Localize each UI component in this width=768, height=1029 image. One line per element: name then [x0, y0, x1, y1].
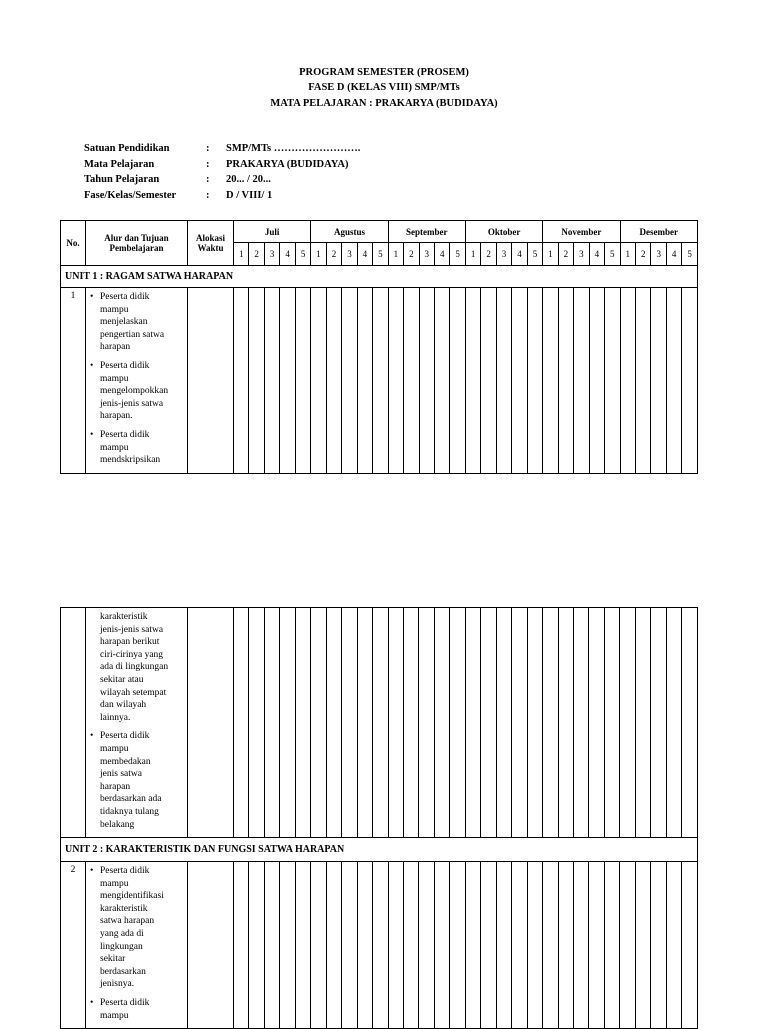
week-cell: [311, 608, 326, 838]
doc-title-line2: FASE D (KELAS VIII) SMP/MTs: [308, 82, 460, 93]
goal-line: sekitar atau: [100, 674, 144, 685]
doc-title-line3: MATA PELAJARAN : PRAKARYA (BUDIDAYA): [270, 98, 498, 109]
week-header: 4: [589, 243, 604, 266]
goal-item: [90, 291, 185, 354]
week-cell: [666, 862, 681, 1029]
col-header-no: No.: [61, 221, 86, 266]
week-cell: [543, 862, 558, 1029]
week-cell: [234, 608, 249, 838]
week-cell: [620, 862, 635, 1029]
row-number: 1: [61, 288, 86, 474]
week-cell: [450, 288, 465, 474]
col-header-atp: [86, 221, 188, 266]
week-cell: [357, 288, 372, 474]
week-header: 4: [512, 243, 527, 266]
week-header: 3: [496, 243, 511, 266]
week-cell: [651, 608, 666, 838]
week-cell: [496, 608, 511, 838]
week-cell: [326, 862, 341, 1029]
goal-line: berdasarkan ada: [100, 794, 162, 805]
goal-line: jenis satwa: [100, 769, 142, 780]
week-cell: [589, 608, 604, 838]
week-cell: [589, 288, 604, 474]
week-cell: [620, 608, 635, 838]
goal-line: sekitar: [100, 954, 126, 965]
info-value: 20... / 20...: [226, 174, 271, 185]
goal-line: karakteristik: [100, 612, 148, 622]
week-header: 1: [234, 243, 249, 266]
week-cell: [573, 608, 588, 838]
week-cell: [295, 862, 310, 1029]
goal-line: menjelaskan: [100, 317, 148, 328]
goal-line: mengidentifikasi: [100, 891, 164, 902]
goal-line: harapan: [100, 781, 131, 792]
row-number: [61, 608, 86, 838]
info-sep: :: [206, 190, 210, 201]
info-value: D / VIII/ 1: [226, 190, 273, 201]
week-cell: [589, 862, 604, 1029]
week-cell: [342, 288, 357, 474]
goal-line: mampu: [100, 373, 129, 384]
week-cell: [465, 608, 480, 838]
week-cell: [450, 862, 465, 1029]
week-cell: [388, 608, 403, 838]
goal-item-continued: [90, 611, 185, 724]
goal-line: • Peserta didik: [100, 866, 150, 877]
goal-line: mengelompokkan: [100, 386, 169, 397]
week-header: 4: [357, 243, 372, 266]
program-table-page2: [60, 607, 698, 1029]
col-header-atp-l1: Alur dan Tujuan: [104, 233, 169, 243]
goal-line: • Peserta didik: [100, 360, 150, 371]
goal-line: tidaknya tulang: [100, 806, 159, 817]
month-header: Oktober: [465, 221, 542, 243]
week-cell: [604, 862, 619, 1029]
goal-line: yang ada di: [100, 929, 144, 940]
week-cell: [543, 288, 558, 474]
goal-line: • Peserta didik: [100, 998, 150, 1009]
week-cell: [404, 288, 419, 474]
week-header: 5: [682, 243, 697, 266]
month-header: Juli: [234, 221, 311, 243]
info-sep: :: [206, 159, 210, 170]
goal-line: berdasarkan: [100, 966, 146, 977]
week-header: 5: [527, 243, 543, 266]
goal-line: satwa harapan: [100, 916, 155, 927]
week-cell: [419, 288, 434, 474]
week-header: 3: [264, 243, 279, 266]
goal-line: wilayah setempat: [100, 687, 167, 698]
week-cell: [264, 288, 279, 474]
week-cell: [512, 608, 527, 838]
week-cell: [311, 288, 326, 474]
week-header: 1: [311, 243, 326, 266]
week-header: 5: [605, 243, 621, 266]
week-cell: [496, 288, 511, 474]
week-cell: [326, 288, 341, 474]
learning-goals-cell: [86, 288, 188, 474]
week-cell: [558, 608, 573, 838]
week-cell: [264, 862, 279, 1029]
goal-item: [90, 730, 185, 831]
goal-line: mampu: [100, 878, 129, 889]
week-header: 2: [326, 243, 341, 266]
info-sep: :: [206, 143, 210, 154]
week-cell: [249, 608, 264, 838]
col-header-atp-l2: Pembelajaran: [109, 243, 164, 253]
learning-goals-cell: [86, 862, 188, 1029]
week-cell: [403, 608, 418, 838]
goal-line: harapan berikut: [100, 637, 160, 648]
week-header: 3: [419, 243, 434, 266]
unit-title: UNIT 2 : KARAKTERISTIK DAN FUNGSI SATWA HARAPAN: [61, 838, 698, 862]
week-cell: [419, 608, 434, 838]
week-cell: [620, 288, 635, 474]
week-header: 5: [373, 243, 389, 266]
week-cell: [636, 288, 651, 474]
week-header: 4: [666, 243, 681, 266]
week-header: 1: [388, 243, 403, 266]
week-cell: [342, 608, 357, 838]
week-header: 4: [280, 243, 295, 266]
week-cell: [481, 288, 496, 474]
goal-line: ada di lingkungan: [100, 662, 169, 673]
week-cell: [388, 288, 403, 474]
week-cell: [295, 288, 311, 474]
week-header: 5: [450, 243, 465, 266]
info-value: SMP/MTs …………………….: [226, 143, 361, 154]
week-cell: [264, 608, 279, 838]
week-cell: [574, 288, 589, 474]
week-cell: [682, 288, 697, 474]
week-cell: [465, 288, 480, 474]
week-header: 5: [295, 243, 311, 266]
week-cell: [635, 608, 650, 838]
learning-goals-cell: [86, 608, 188, 838]
week-header: 4: [435, 243, 450, 266]
goal-line: mampu: [100, 743, 129, 754]
goal-item: [90, 997, 185, 1022]
week-header: 2: [249, 243, 264, 266]
week-cell: [388, 862, 403, 1029]
goal-line: harapan: [100, 342, 131, 353]
goal-line: jenis-jenis satwa: [100, 398, 164, 409]
goal-line: pengertian satwa: [100, 329, 165, 340]
week-cell: [403, 862, 418, 1029]
week-header: 3: [574, 243, 589, 266]
week-cell: [605, 288, 621, 474]
week-cell: [465, 862, 480, 1029]
week-header: 2: [558, 243, 573, 266]
goal-line: ciri-cirinya yang: [100, 649, 164, 660]
info-sep: :: [206, 174, 210, 185]
week-cell: [527, 862, 542, 1029]
goal-line: jenis-jenis satwa: [100, 624, 164, 635]
week-cell: [434, 608, 449, 838]
month-header: September: [388, 221, 465, 243]
month-header: Agustus: [311, 221, 388, 243]
week-cell: [558, 288, 573, 474]
goal-line: mampu: [100, 1010, 129, 1021]
week-cell: [651, 288, 666, 474]
program-table-page1: [60, 220, 698, 474]
week-cell: [326, 608, 341, 838]
week-cell: [357, 608, 372, 838]
goal-item: [90, 429, 185, 467]
goal-line: mampu: [100, 304, 129, 315]
week-cell: [280, 608, 295, 838]
week-cell: [234, 862, 249, 1029]
week-cell: [295, 608, 310, 838]
table-row: [61, 608, 698, 838]
row-number: 2: [61, 862, 86, 1029]
table-row: [61, 288, 698, 474]
week-header: 1: [465, 243, 480, 266]
week-cell: [450, 608, 465, 838]
col-header-alokasi-l2: Waktu: [197, 243, 224, 253]
unit-title: UNIT 1 : RAGAM SATWA HARAPAN: [61, 266, 698, 288]
goal-line: membedakan: [100, 756, 151, 767]
goal-item: [90, 360, 185, 423]
week-cell: [311, 862, 326, 1029]
goal-line: lainnya.: [100, 712, 131, 723]
goal-line: dan wilayah: [100, 700, 147, 711]
week-header: 2: [404, 243, 419, 266]
col-header-alokasi-l1: Alokasi: [195, 233, 225, 243]
week-cell: [543, 608, 558, 838]
table-row: [61, 862, 698, 1029]
identity-block: [84, 143, 484, 207]
info-label: Tahun Pelajaran: [84, 174, 160, 185]
week-cell: [249, 862, 264, 1029]
week-cell: [373, 288, 389, 474]
goal-line: lingkungan: [100, 941, 143, 952]
week-cell: [434, 862, 449, 1029]
week-cell: [280, 862, 295, 1029]
week-cell: [573, 862, 588, 1029]
week-cell: [249, 288, 264, 474]
week-cell: [373, 862, 388, 1029]
week-header: 3: [342, 243, 357, 266]
goal-list: [86, 608, 187, 831]
alokasi-cell: [188, 862, 234, 1029]
goal-line: • Peserta didik: [100, 731, 150, 742]
goal-line: harapan.: [100, 411, 133, 422]
week-cell: [357, 862, 372, 1029]
week-header: 2: [636, 243, 651, 266]
doc-title-line1: PROGRAM SEMESTER (PROSEM): [299, 67, 469, 78]
week-cell: [651, 862, 666, 1029]
info-label: Fase/Kelas/Semester: [84, 190, 177, 201]
week-header: 3: [651, 243, 666, 266]
week-cell: [234, 288, 249, 474]
week-cell: [512, 288, 527, 474]
week-cell: [419, 862, 434, 1029]
week-cell: [373, 608, 388, 838]
col-header-alokasi: [188, 221, 234, 266]
week-header: 1: [543, 243, 558, 266]
week-cell: [604, 608, 619, 838]
info-label: Mata Pelajaran: [84, 159, 155, 170]
week-header: 1: [620, 243, 635, 266]
goal-line: mampu: [100, 442, 129, 453]
week-cell: [280, 288, 295, 474]
week-cell: [496, 862, 511, 1029]
week-cell: [682, 608, 697, 838]
week-header: 2: [481, 243, 496, 266]
goal-line: jenisnya.: [100, 979, 135, 990]
goal-item: [90, 865, 185, 991]
goal-list: [86, 862, 187, 1022]
week-cell: [481, 862, 496, 1029]
week-cell: [435, 288, 450, 474]
goal-line: karakteristik: [100, 903, 148, 914]
info-label: Satuan Pendidikan: [84, 143, 170, 154]
month-header: November: [543, 221, 620, 243]
week-cell: [342, 862, 357, 1029]
goal-line: mendskripsikan: [100, 455, 161, 466]
week-cell: [666, 288, 681, 474]
month-header: Desember: [620, 221, 697, 243]
week-cell: [481, 608, 496, 838]
alokasi-cell: [188, 608, 234, 838]
alokasi-cell: [188, 288, 234, 474]
goal-line: • Peserta didik: [100, 429, 150, 440]
week-cell: [527, 608, 542, 838]
week-cell: [512, 862, 527, 1029]
goal-line: belakang: [100, 819, 135, 830]
goal-list: [86, 288, 187, 467]
week-cell: [558, 862, 573, 1029]
goal-line: • Peserta didik: [100, 292, 150, 302]
week-cell: [527, 288, 543, 474]
week-cell: [682, 862, 697, 1029]
week-cell: [666, 608, 681, 838]
info-value: PRAKARYA (BUDIDAYA): [226, 159, 349, 170]
week-cell: [635, 862, 650, 1029]
